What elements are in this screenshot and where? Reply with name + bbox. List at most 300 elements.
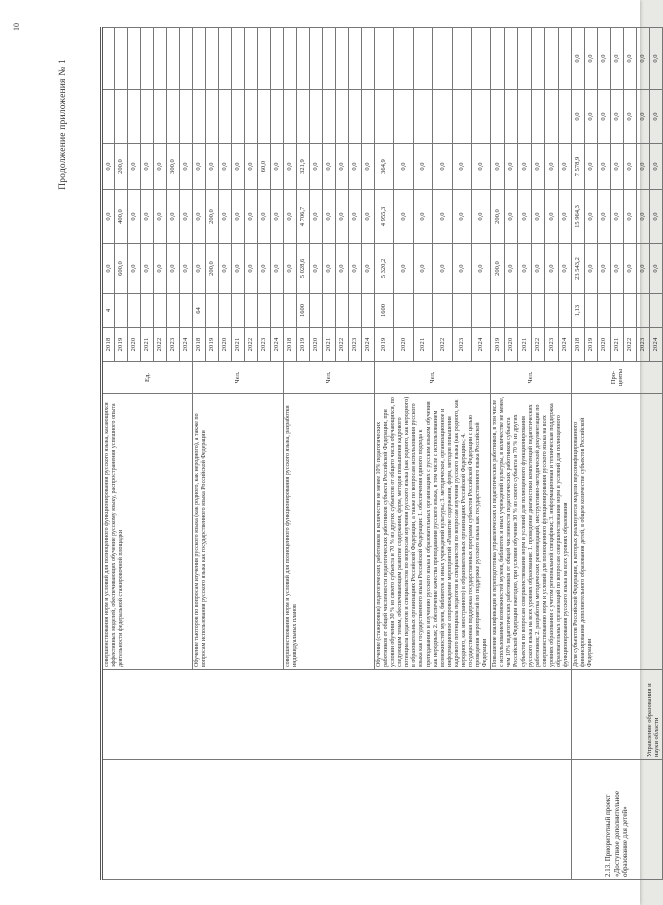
value-cell [167,28,180,90]
value-cell [245,294,258,328]
value-cell: 0,0 [336,190,349,244]
value-cell: 0,0 [650,144,663,190]
value-cell: 200,0 [115,144,128,190]
year-cell: 2019 [206,328,219,362]
year-cell: 2022 [433,328,452,362]
value-cell [258,28,271,90]
value-cell: 0,0 [323,244,336,294]
value-cell [336,294,349,328]
value-cell: 0,0 [394,190,413,244]
value-cell: 400,0 [115,190,128,244]
executor-cell: Управление образования и науки области [572,670,663,760]
value-cell [504,28,517,90]
value-cell: 0,0 [598,90,611,144]
year-cell: 2023 [637,328,650,362]
unit-cell: Чел. [375,362,491,394]
value-cell: 0,0 [558,190,572,244]
year-cell: 2023 [258,328,271,362]
unit-cell: Чел. [193,362,284,394]
year-cell: 2020 [394,328,413,362]
value-cell: 0,0 [323,190,336,244]
activity-cell: Обучение тьюторов по вопросам изучения русского языка (как родного, как неродного), а также по вопросам использования русского языка как государственного языка Российской Федерации [193,394,284,670]
value-cell [154,294,167,328]
year-cell: 2022 [154,328,167,362]
activity-cell: совершенствования норм и условий для полноценного функционирования русского языка, разработки индивидуальных планов [284,394,375,670]
value-cell: 0,0 [141,144,154,190]
year-cell: 2024 [650,328,663,362]
value-cell: 0,0 [323,144,336,190]
year-cell: 2020 [128,328,141,362]
table-row [102,28,115,880]
value-cell: 0,0 [504,190,517,244]
value-cell: 0,0 [624,190,637,244]
project-cell: 2.13. Приоритетный проект «Доступное дополнительное образование для детей» [572,760,663,880]
value-cell [394,90,413,144]
value-cell: 0,0 [245,144,258,190]
value-cell [141,294,154,328]
value-cell [219,294,232,328]
value-cell [598,294,611,328]
value-cell: 0,0 [141,190,154,244]
value-cell: 0,0 [219,244,232,294]
value-cell: 0,0 [452,190,471,244]
value-cell [545,28,558,90]
value-cell [471,294,490,328]
value-cell: 0,0 [193,190,206,244]
value-cell [141,90,154,144]
activity-cell: Повышение квалификации и переподготовка управленческих и педагогических работников, в том числе с использованием возможностей музеев, библиотек и иных учреждений культуры, в количестве не менее, чем 10% педагогических работников от общей численности педагогических работников субъекта Российской Федерации ежегодно, при условии обучения 30 % из своего субъекта и 70 % из других субъектов по вопросам совершенствования норм и условий для полноценного функционирования русского языка на всех уровнях образования: 1. проведение диагностики компетенций педагогических работников; 2. разработка методических рекомендаций, инструктивно-методической документации по совершенствованию норм и условий для полноценного функционирования русского языка на всех уровнях образования с учетом региональной специфики; 3. информационная и техническая поддержка образовательных организаций по вопросам совершенствования норм и условий для полноценного функционирования русского языка на всех уровнях образования [491,394,572,670]
year-cell: 2019 [491,328,504,362]
value-cell [323,90,336,144]
value-cell: 0,0 [433,244,452,294]
value-cell: 4 706,7 [297,190,310,244]
value-cell [433,294,452,328]
value-cell: 0,0 [219,190,232,244]
value-cell [154,90,167,144]
value-cell [167,294,180,328]
value-cell: 0,0 [433,190,452,244]
value-cell: 200,0 [491,244,504,294]
year-cell: 2021 [232,328,245,362]
value-cell: 0,0 [206,144,219,190]
value-cell [115,90,128,144]
value-cell: 0,0 [433,144,452,190]
value-cell [531,90,544,144]
value-cell: 0,0 [518,190,531,244]
value-cell: 0,0 [271,144,284,190]
value-cell: 0,0 [585,144,598,190]
value-cell: 0,0 [637,144,650,190]
value-cell: 0,0 [624,144,637,190]
value-cell [375,90,394,144]
value-cell: 0,0 [558,144,572,190]
value-cell: 0,0 [154,244,167,294]
value-cell: 0,0 [284,190,297,244]
value-cell: 0,0 [102,244,115,294]
value-cell: 0,0 [650,244,663,294]
value-cell: 0,0 [219,144,232,190]
value-cell [193,28,206,90]
value-cell [504,90,517,144]
value-cell: 0,0 [258,244,271,294]
value-cell: 0,0 [413,144,432,190]
value-cell [284,28,297,90]
value-cell [336,28,349,90]
value-cell [128,294,141,328]
executor-cell [102,670,572,760]
value-cell [310,28,323,90]
year-cell: 2024 [362,328,375,362]
value-cell: 0,0 [413,190,432,244]
value-cell [284,294,297,328]
value-cell [232,28,245,90]
value-cell [128,28,141,90]
page-number: 10 [12,23,21,31]
value-cell: 0,0 [471,144,490,190]
value-cell: 200,0 [206,190,219,244]
value-cell: 0,0 [167,244,180,294]
year-cell: 2024 [471,328,490,362]
value-cell: 0,0 [611,190,624,244]
value-cell: 0,0 [167,190,180,244]
value-cell: 64 [193,294,206,328]
value-cell: 0,0 [624,90,637,144]
value-cell: 0,0 [650,190,663,244]
value-cell [167,90,180,144]
value-cell [297,28,310,90]
value-cell: 0,0 [102,190,115,244]
value-cell: 0,0 [310,144,323,190]
value-cell [284,90,297,144]
value-cell: 0,0 [471,244,490,294]
value-cell [102,90,115,144]
value-cell: 321,9 [297,144,310,190]
year-cell: 2021 [323,328,336,362]
year-cell: 2019 [585,328,598,362]
table-body [102,28,663,880]
value-cell: 0,0 [154,144,167,190]
value-cell [375,28,394,90]
value-cell: 0,0 [394,144,413,190]
year-cell: 2024 [558,328,572,362]
value-cell [245,90,258,144]
value-cell [206,90,219,144]
value-cell [180,28,193,90]
value-cell: 0,0 [128,190,141,244]
year-cell: 2021 [611,328,624,362]
value-cell: 0,0 [193,144,206,190]
value-cell: 0,0 [650,28,663,90]
value-cell: 0,0 [310,244,323,294]
value-cell: 0,0 [180,190,193,244]
year-cell: 2021 [413,328,432,362]
year-cell: 2024 [271,328,284,362]
value-cell: 0,0 [362,190,375,244]
value-cell [433,90,452,144]
value-cell: 0,0 [471,190,490,244]
value-cell [611,294,624,328]
value-cell: 0,0 [531,190,544,244]
value-cell [452,294,471,328]
value-cell: 0,0 [258,190,271,244]
value-cell [297,90,310,144]
value-cell [362,294,375,328]
table-row [572,28,585,880]
value-cell [193,90,206,144]
value-cell: 0,0 [336,144,349,190]
year-cell: 2022 [624,328,637,362]
year-cell: 2018 [193,328,206,362]
value-cell: 0,0 [336,244,349,294]
value-cell: 0,0 [413,244,432,294]
value-cell: 0,0 [154,190,167,244]
activity-cell: Доля субъектов Российской Федерации, в которых реализуются модели персонифицированного финансирования дополнительного образования детей, в общем количестве субъектов Российской Федерации [572,394,663,670]
value-cell [413,90,432,144]
value-cell [310,294,323,328]
value-cell: 0,0 [128,244,141,294]
value-cell: 4 [102,294,115,328]
value-cell [219,28,232,90]
year-cell: 2022 [531,328,544,362]
value-cell [180,90,193,144]
value-cell: 0,0 [572,90,585,144]
value-cell [518,294,531,328]
year-cell: 2018 [284,328,297,362]
value-cell: 0,0 [585,28,598,90]
year-cell: 2018 [572,328,585,362]
value-cell: 0,0 [637,190,650,244]
value-cell: 0,0 [624,244,637,294]
value-cell [413,28,432,90]
value-cell: 5 028,6 [297,244,310,294]
value-cell [232,294,245,328]
value-cell: 0,0 [531,244,544,294]
value-cell [394,294,413,328]
value-cell: 0,0 [611,90,624,144]
value-cell: 0,0 [504,244,517,294]
value-cell [452,28,471,90]
value-cell: 0,0 [232,190,245,244]
value-cell: 0,0 [585,190,598,244]
value-cell [219,90,232,144]
project-cell [102,760,572,880]
activity-cell: совершенствования норм и условий для полноценного функционирования русского языка, касающихся эффективных моделей, обеспечивающих обучение русскому языку, распространения успешного опыта деятельности федеральной стажировочной площадки [102,394,193,670]
unit-cell: Чел. [284,362,375,394]
value-cell: 364,9 [375,144,394,190]
value-cell: 0,0 [362,244,375,294]
year-cell: 2020 [219,328,232,362]
value-cell: 0,0 [624,28,637,90]
value-cell [585,294,598,328]
value-cell [362,90,375,144]
value-cell: 0,0 [518,244,531,294]
value-cell [206,28,219,90]
value-cell: 0,0 [232,144,245,190]
value-cell [180,294,193,328]
year-cell: 2023 [452,328,471,362]
unit-cell: Ед. [102,362,193,394]
value-cell: 0,0 [245,244,258,294]
value-cell: 5 320,2 [375,244,394,294]
value-cell: 0,0 [650,90,663,144]
value-cell [128,90,141,144]
value-cell: 0,0 [193,244,206,294]
value-cell: 0,0 [180,244,193,294]
value-cell: 0,0 [141,244,154,294]
value-cell: 0,0 [558,244,572,294]
value-cell [491,294,504,328]
value-cell [471,28,490,90]
value-cell: 0,0 [611,28,624,90]
value-cell: 0,0 [349,144,362,190]
value-cell [323,294,336,328]
value-cell: 0,0 [452,244,471,294]
value-cell [558,28,572,90]
value-cell: 60,0 [258,144,271,190]
value-cell [558,294,572,328]
year-cell: 2023 [349,328,362,362]
value-cell: 0,0 [491,144,504,190]
value-cell [545,294,558,328]
year-cell: 2019 [375,328,394,362]
year-cell: 2022 [245,328,258,362]
value-cell: 0,0 [545,244,558,294]
value-cell: 0,0 [180,144,193,190]
value-cell: 0,0 [349,190,362,244]
value-cell: 0,0 [452,144,471,190]
unit-cell: Чел. [491,362,572,394]
value-cell: 0,0 [284,244,297,294]
value-cell: 0,0 [611,144,624,190]
value-cell: 0,0 [271,244,284,294]
year-cell: 2021 [141,328,154,362]
value-cell [232,90,245,144]
year-cell: 2020 [310,328,323,362]
value-cell: 1600 [375,294,394,328]
value-cell [545,90,558,144]
value-cell: 0,0 [637,28,650,90]
value-cell [336,90,349,144]
value-cell: 0,0 [545,144,558,190]
value-cell [102,28,115,90]
value-cell: 7 578,9 [572,144,585,190]
value-cell: 4 955,3 [375,190,394,244]
value-cell [433,28,452,90]
value-cell [624,294,637,328]
value-cell [650,294,663,328]
year-cell: 2020 [598,328,611,362]
value-cell: 0,0 [102,144,115,190]
value-cell: 0,0 [518,144,531,190]
value-cell: 0,0 [362,144,375,190]
value-cell: 0,0 [611,244,624,294]
value-cell: 0,0 [585,90,598,144]
value-cell: 0,0 [572,28,585,90]
value-cell [258,294,271,328]
value-cell [349,28,362,90]
year-cell: 2021 [518,328,531,362]
year-cell: 2019 [115,328,128,362]
value-cell: 0,0 [637,90,650,144]
value-cell: 200,0 [206,244,219,294]
value-cell [349,90,362,144]
value-cell: 0,0 [598,144,611,190]
value-cell [115,28,128,90]
value-cell: 0,0 [531,144,544,190]
value-cell [637,294,650,328]
value-cell: 1600 [297,294,310,328]
year-cell: 2023 [167,328,180,362]
year-cell: 2024 [180,328,193,362]
value-cell: 0,0 [598,28,611,90]
year-cell: 2020 [504,328,517,362]
value-cell: 300,0 [167,144,180,190]
year-cell: 2019 [297,328,310,362]
value-cell [141,28,154,90]
value-cell [394,28,413,90]
value-cell [245,28,258,90]
value-cell: 0,0 [232,244,245,294]
continuation-note: Продолжение приложения № 1 [58,59,68,190]
value-cell: 0,0 [284,144,297,190]
value-cell: 0,0 [598,244,611,294]
value-cell: 15 964,3 [572,190,585,244]
value-cell: 0,0 [637,244,650,294]
value-cell: 0,0 [128,144,141,190]
value-cell: 0,0 [310,190,323,244]
unit-cell: Про- центы [572,362,663,394]
value-cell [154,28,167,90]
value-cell [271,28,284,90]
value-cell: 1,13 [572,294,585,328]
value-cell [258,90,271,144]
value-cell: 0,0 [545,190,558,244]
value-cell [349,294,362,328]
value-cell: 0,0 [598,190,611,244]
value-cell: 0,0 [394,244,413,294]
value-cell [310,90,323,144]
activity-cell: Обучение (стажировки) педагогических работников в количестве не менее 10% педагогических работников от общей численности педагогических работников субъекта Российской Федерации, при условии обучения 30 % из своего субъекта и 70 % из других субъектов от общего числа обучающихся, по следующим темам, обеспечивающим развитие содержания, форм, методов повышения кадрового потенциала педагогов и специалистов по вопросам изучения русского языка (как родного, как неродного) в образовательных организациях Российской Федерации, а также по вопросам использования русского языка как государственного языка Российской Федерации: 1. обеспечения единого подхода к преподаванию и изучению русского языка в образовательных организациях с русским языком обучения как неродным; 2. обеспечение качества преподавания русского языка, в том числе с использованием возможностей музеев, библиотек и иных учреждений культуры; 3. методическое, организационное и информационное сопровождение мероприятий «Развитие содержания, форм, методов повышения кадрового потенциала педагогов и специалистов по вопросам изучения русского языка (как родного, как неродного, как иностранного) в образовательных организациях Российской Федерации»; 4. государственная поддержка государственных программ субъектов Российской Федерации с целью проведения мероприятий по поддержке русского языка как государственного языка Российской Федерации [375,394,491,670]
value-cell [491,90,504,144]
rotated-sheet [12,13,661,893]
value-cell [471,90,490,144]
year-cell: 2018 [102,328,115,362]
value-cell [504,294,517,328]
value-cell: 23 543,2 [572,244,585,294]
value-cell [413,294,432,328]
value-cell: 0,0 [349,244,362,294]
value-cell [206,294,219,328]
value-cell [115,294,128,328]
value-cell [491,28,504,90]
value-cell: 0,0 [504,144,517,190]
value-cell: 200,0 [491,190,504,244]
value-cell: 0,0 [271,190,284,244]
main-table [100,27,663,880]
value-cell: 0,0 [245,190,258,244]
year-cell: 2023 [545,328,558,362]
value-cell: 0,0 [585,244,598,294]
value-cell [558,90,572,144]
year-cell: 2022 [336,328,349,362]
value-cell [271,294,284,328]
value-cell [271,90,284,144]
value-cell [452,90,471,144]
value-cell [518,90,531,144]
value-cell: 600,0 [115,244,128,294]
value-cell [531,294,544,328]
value-cell [323,28,336,90]
